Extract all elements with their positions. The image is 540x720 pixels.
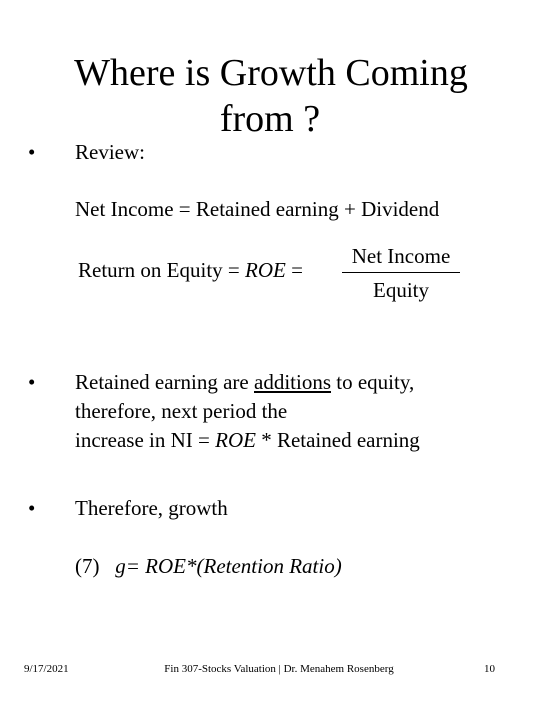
retained-line-3-post: * Retained earning <box>255 428 420 452</box>
retained-line-1-post: to equity, <box>331 370 415 394</box>
roe-denominator: Equity <box>373 278 429 302</box>
retained-line-1-pre: Retained earning are <box>75 370 254 394</box>
roe-formula-roe: ROE <box>245 258 286 282</box>
fraction-bar <box>342 272 460 273</box>
bullet-marker: • <box>28 496 36 520</box>
roe-numerator: Net Income <box>351 244 451 268</box>
retained-line-3-pre: increase in NI = <box>75 428 216 452</box>
bullet-retained-line-2: therefore, next period the <box>75 399 288 423</box>
footer-page-number: 10 <box>484 663 495 675</box>
title-line-2: from ? <box>219 98 321 140</box>
footer-course: Fin 307-Stocks Valuation | Dr. Menahem Rosenberg <box>164 663 394 675</box>
roe-formula-suffix: = <box>285 258 303 282</box>
slide-title <box>0 50 540 142</box>
net-income-equation: Net Income = Retained earning + Dividend <box>75 197 440 221</box>
roe-formula-lhs <box>78 258 303 283</box>
bullet-marker: • <box>28 370 36 394</box>
title-line-1: Where is Growth Coming <box>74 52 468 94</box>
roe-formula-prefix: Return on Equity = <box>78 258 245 282</box>
bullet-retained-line-1 <box>75 368 414 397</box>
bullet-review-text: Review: <box>75 140 145 164</box>
bullet-marker: • <box>28 140 36 164</box>
bullet-therefore-text: Therefore, growth <box>75 496 228 520</box>
retained-line-3-roe: ROE <box>215 428 256 452</box>
growth-equation-expression: g= ROE*(Retention Ratio) <box>115 554 342 578</box>
growth-equation <box>75 552 342 581</box>
growth-equation-label: (7) <box>75 554 100 578</box>
bullet-retained-line-3 <box>75 426 420 455</box>
roe-fraction <box>342 242 460 304</box>
footer-date: 9/17/2021 <box>24 663 69 675</box>
additions-underlined: additions <box>254 370 331 394</box>
